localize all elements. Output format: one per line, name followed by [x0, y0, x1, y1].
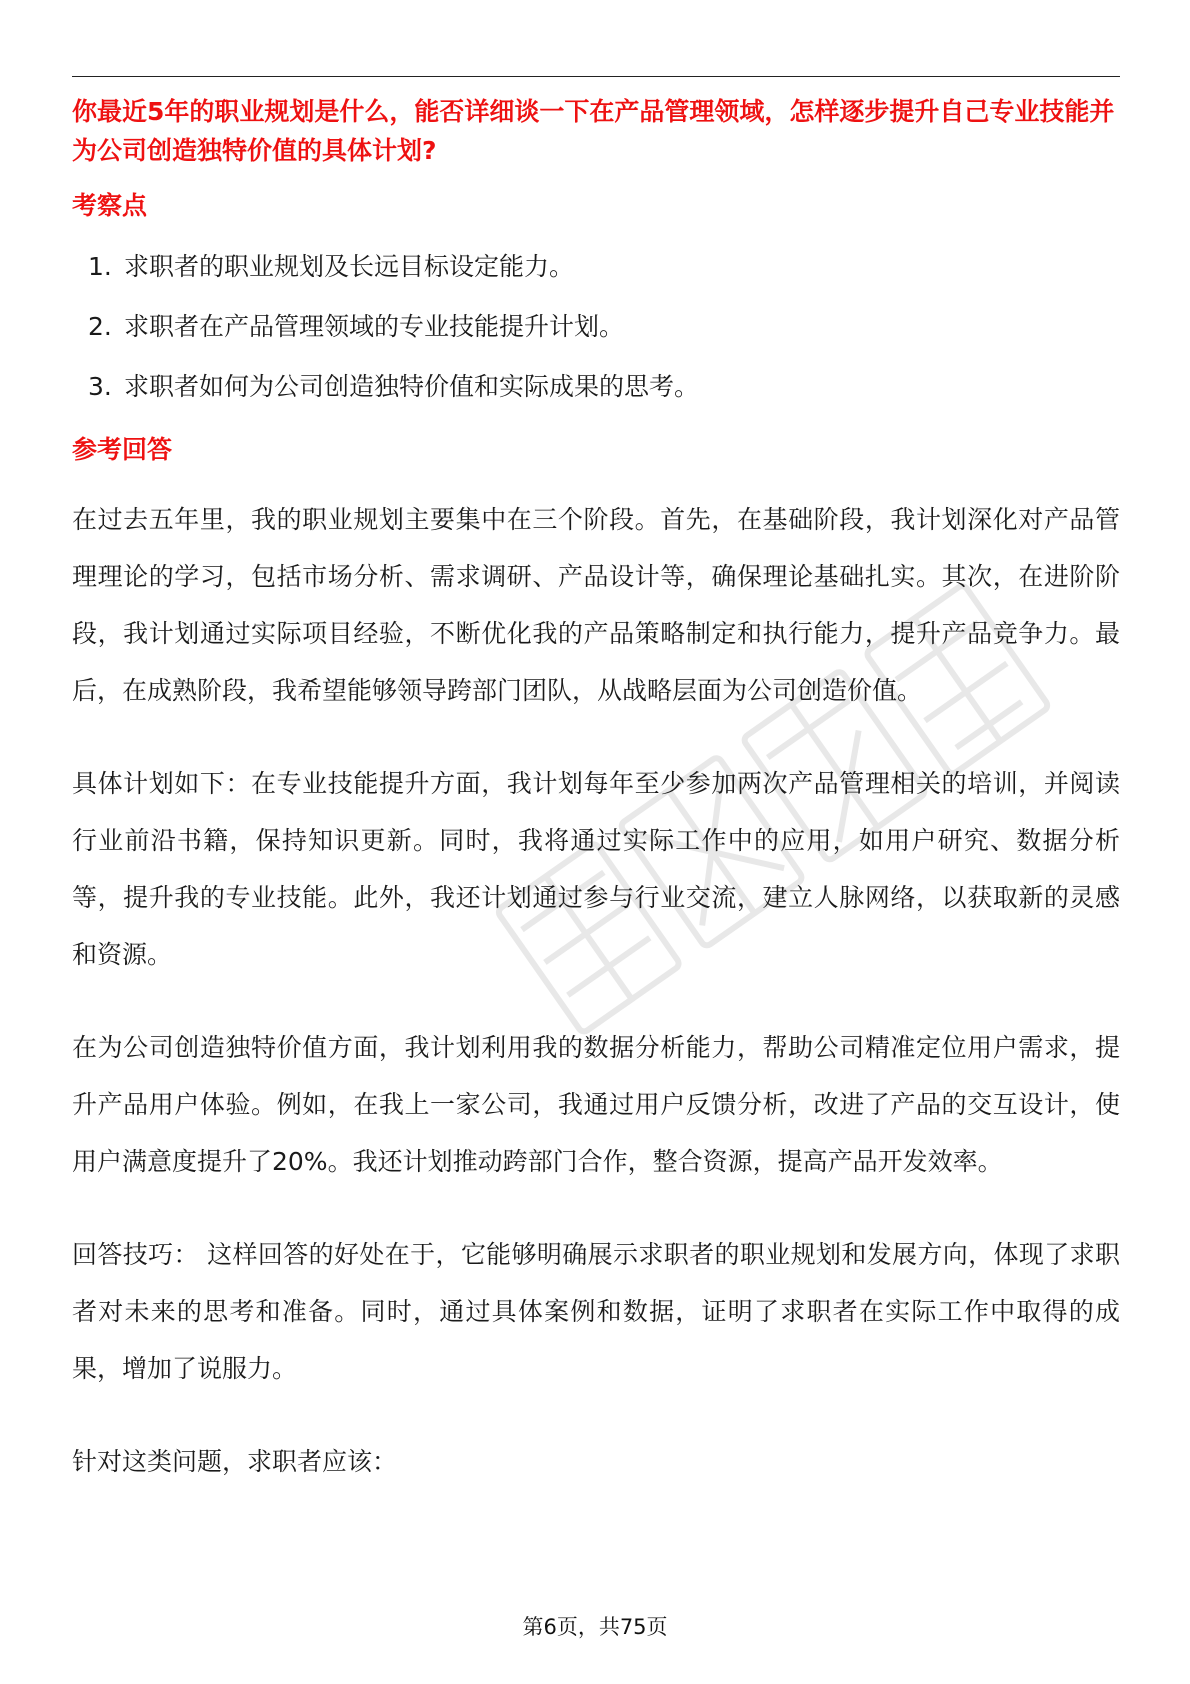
- points-list: [72, 247, 1120, 406]
- plan-paragraph: 具体计划如下：在专业技能提升方面，我计划每年至少参加两次产品管理相关的培训，并阅读行业前沿书籍，保持知识更新。同时，我将通过实际工作中的应用，如用户研究、数据分析等，提升我的专业技能。此外，我还计划通过参与行业交流，建立人脉网络，以获取新的灵感和资源。: [72, 769, 1120, 969]
- list-item-number: 1.: [88, 252, 112, 281]
- answer-heading: 参考回答: [72, 435, 173, 464]
- list-item: [72, 247, 1120, 286]
- list-item-text: 求职者在产品管理领域的专业技能提升计划。: [124, 312, 625, 341]
- top-rule: [72, 76, 1120, 77]
- list-item-text: 求职者如何为公司创造独特价值和实际成果的思考。: [124, 372, 700, 401]
- content: [72, 92, 1120, 1490]
- list-item-text: 求职者的职业规划及长远目标设定能力。: [124, 252, 575, 281]
- tips-paragraph: 回答技巧： 这样回答的好处在于，它能够明确展示求职者的职业规划和发展方向，体现了求职者对未来的思考和准备。同时，通过具体案例和数据，证明了求职者在实际工作中取得的成果，增加了说服力。: [72, 1240, 1120, 1383]
- list-item: [72, 367, 1120, 406]
- value-paragraph: 在为公司创造独特价值方面，我计划利用我的数据分析能力，帮助公司精准定位用户需求，提升产品用户体验。例如，在我上一家公司，我通过用户反馈分析，改进了产品的交互设计，使用户满意度提升了20%。我还计划推动跨部门合作，整合资源，提高产品开发效率。: [72, 1033, 1120, 1176]
- page-number: 第6页，共75页: [522, 1615, 668, 1639]
- points-heading: 考察点: [72, 191, 148, 220]
- advice-paragraph: 针对这类问题，求职者应该：: [72, 1447, 398, 1476]
- answer-paragraph: 在过去五年里，我的职业规划主要集中在三个阶段。首先，在基础阶段，我计划深化对产品管理理论的学习，包括市场分析、需求调研、产品设计等，确保理论基础扎实。其次，在进阶阶段，我计划通过实际项目经验，不断优化我的产品策略制定和执行能力，提升产品竞争力。最后，在成熟阶段，我希望能够领导跨部门团队，从战略层面为公司创造价值。: [72, 505, 1120, 705]
- list-item-number: 2.: [88, 312, 112, 341]
- list-item-number: 3.: [88, 372, 112, 401]
- list-item: [72, 307, 1120, 346]
- question-title: 你最近5年的职业规划是什么，能否详细谈一下在产品管理领域，怎样逐步提升自己专业技能并为公司创造独特价值的具体计划?: [72, 97, 1115, 165]
